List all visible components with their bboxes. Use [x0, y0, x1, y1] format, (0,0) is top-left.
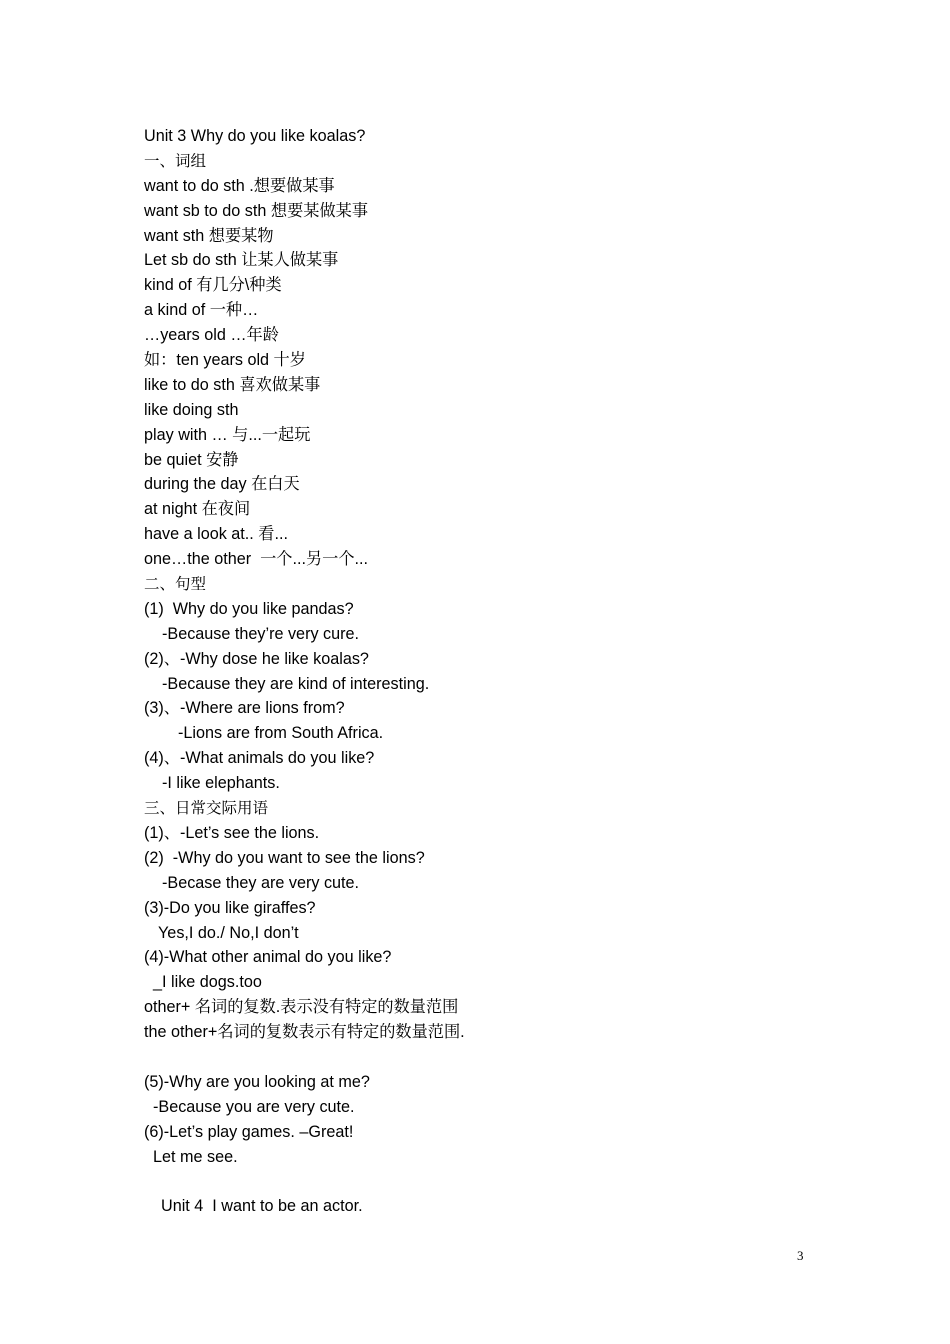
- phrase-line: like doing sth: [144, 400, 239, 419]
- sentence-answer: -Because they are kind of interesting.: [162, 674, 430, 693]
- sentence-answer: -I like elephants.: [162, 774, 280, 793]
- dialogue-line: (2) -Why do you want to see the lions?: [144, 848, 425, 867]
- sentence-question: (2)、-Why dose he like koalas?: [144, 649, 369, 668]
- sentence-question: (1) Why do you like pandas?: [144, 599, 354, 618]
- blank-line: [144, 1045, 824, 1070]
- phrase-line: one…the other 一个...另一个...: [144, 550, 369, 569]
- phrase-line: at night 在夜间: [144, 500, 251, 519]
- sentence-answer: -Lions are from South Africa.: [178, 724, 384, 743]
- phrase-line: want sb to do sth 想要某做某事: [144, 201, 369, 220]
- section-heading-daily-expressions: 三、日常交际用语: [144, 799, 269, 818]
- section-heading-phrases: 一、词组: [144, 151, 207, 170]
- unit-3-title: Unit 3 Why do you like koalas?: [144, 127, 366, 145]
- page-number: 3: [797, 1248, 804, 1263]
- phrase-line: …years old …年龄: [144, 326, 279, 345]
- phrase-line: want to do sth .想要做某事: [144, 176, 335, 195]
- sentence-question: (3)、-Where are lions from?: [144, 699, 345, 718]
- unit-4-title: Unit 4 I want to be an actor.: [161, 1197, 363, 1216]
- dialogue-line: (3)-Do you like giraffes?: [144, 898, 316, 917]
- phrase-line: want sth 想要某物: [144, 226, 274, 245]
- dialogue-answer: Let me see.: [153, 1147, 238, 1166]
- dialogue-answer: -Becase they are very cute.: [162, 873, 360, 892]
- grammar-note: other+ 名词的复数.表示没有特定的数量范围: [144, 998, 459, 1017]
- dialogue-answer: Yes,I do./ No,I don’t: [158, 923, 299, 942]
- phrase-line: like to do sth 喜欢做某事: [144, 375, 321, 394]
- sentence-answer: -Because they’re very cure.: [162, 624, 360, 643]
- phrase-line: have a look at.. 看...: [144, 525, 288, 544]
- phrase-line: kind of 有几分\种类: [144, 276, 282, 295]
- dialogue-line: (4)-What other animal do you like?: [144, 948, 392, 967]
- phrase-line: play with … 与...一起玩: [144, 425, 311, 444]
- page-content: [144, 124, 824, 1219]
- phrase-line: during the day 在白天: [144, 475, 300, 494]
- dialogue-answer: _I like dogs.too: [153, 973, 262, 992]
- section-heading-sentences: 二、句型: [144, 575, 207, 594]
- sentence-question: (4)、-What animals do you like?: [144, 749, 375, 768]
- dialogue-line: (5)-Why are you looking at me?: [144, 1072, 370, 1091]
- dialogue-line: (6)-Let’s play games. –Great!: [144, 1122, 354, 1141]
- blank-line: [144, 1169, 824, 1194]
- phrase-line: be quiet 安静: [144, 450, 239, 469]
- phrase-line: Let sb do sth 让某人做某事: [144, 251, 339, 270]
- grammar-note: the other+名词的复数表示有特定的数量范围.: [144, 1023, 465, 1042]
- dialogue-line: (1)、-Let’s see the lions.: [144, 823, 320, 842]
- phrase-line: 如：ten years old 十岁: [144, 351, 306, 370]
- dialogue-answer: -Because you are very cute.: [153, 1097, 355, 1116]
- phrase-line: a kind of 一种…: [144, 301, 259, 320]
